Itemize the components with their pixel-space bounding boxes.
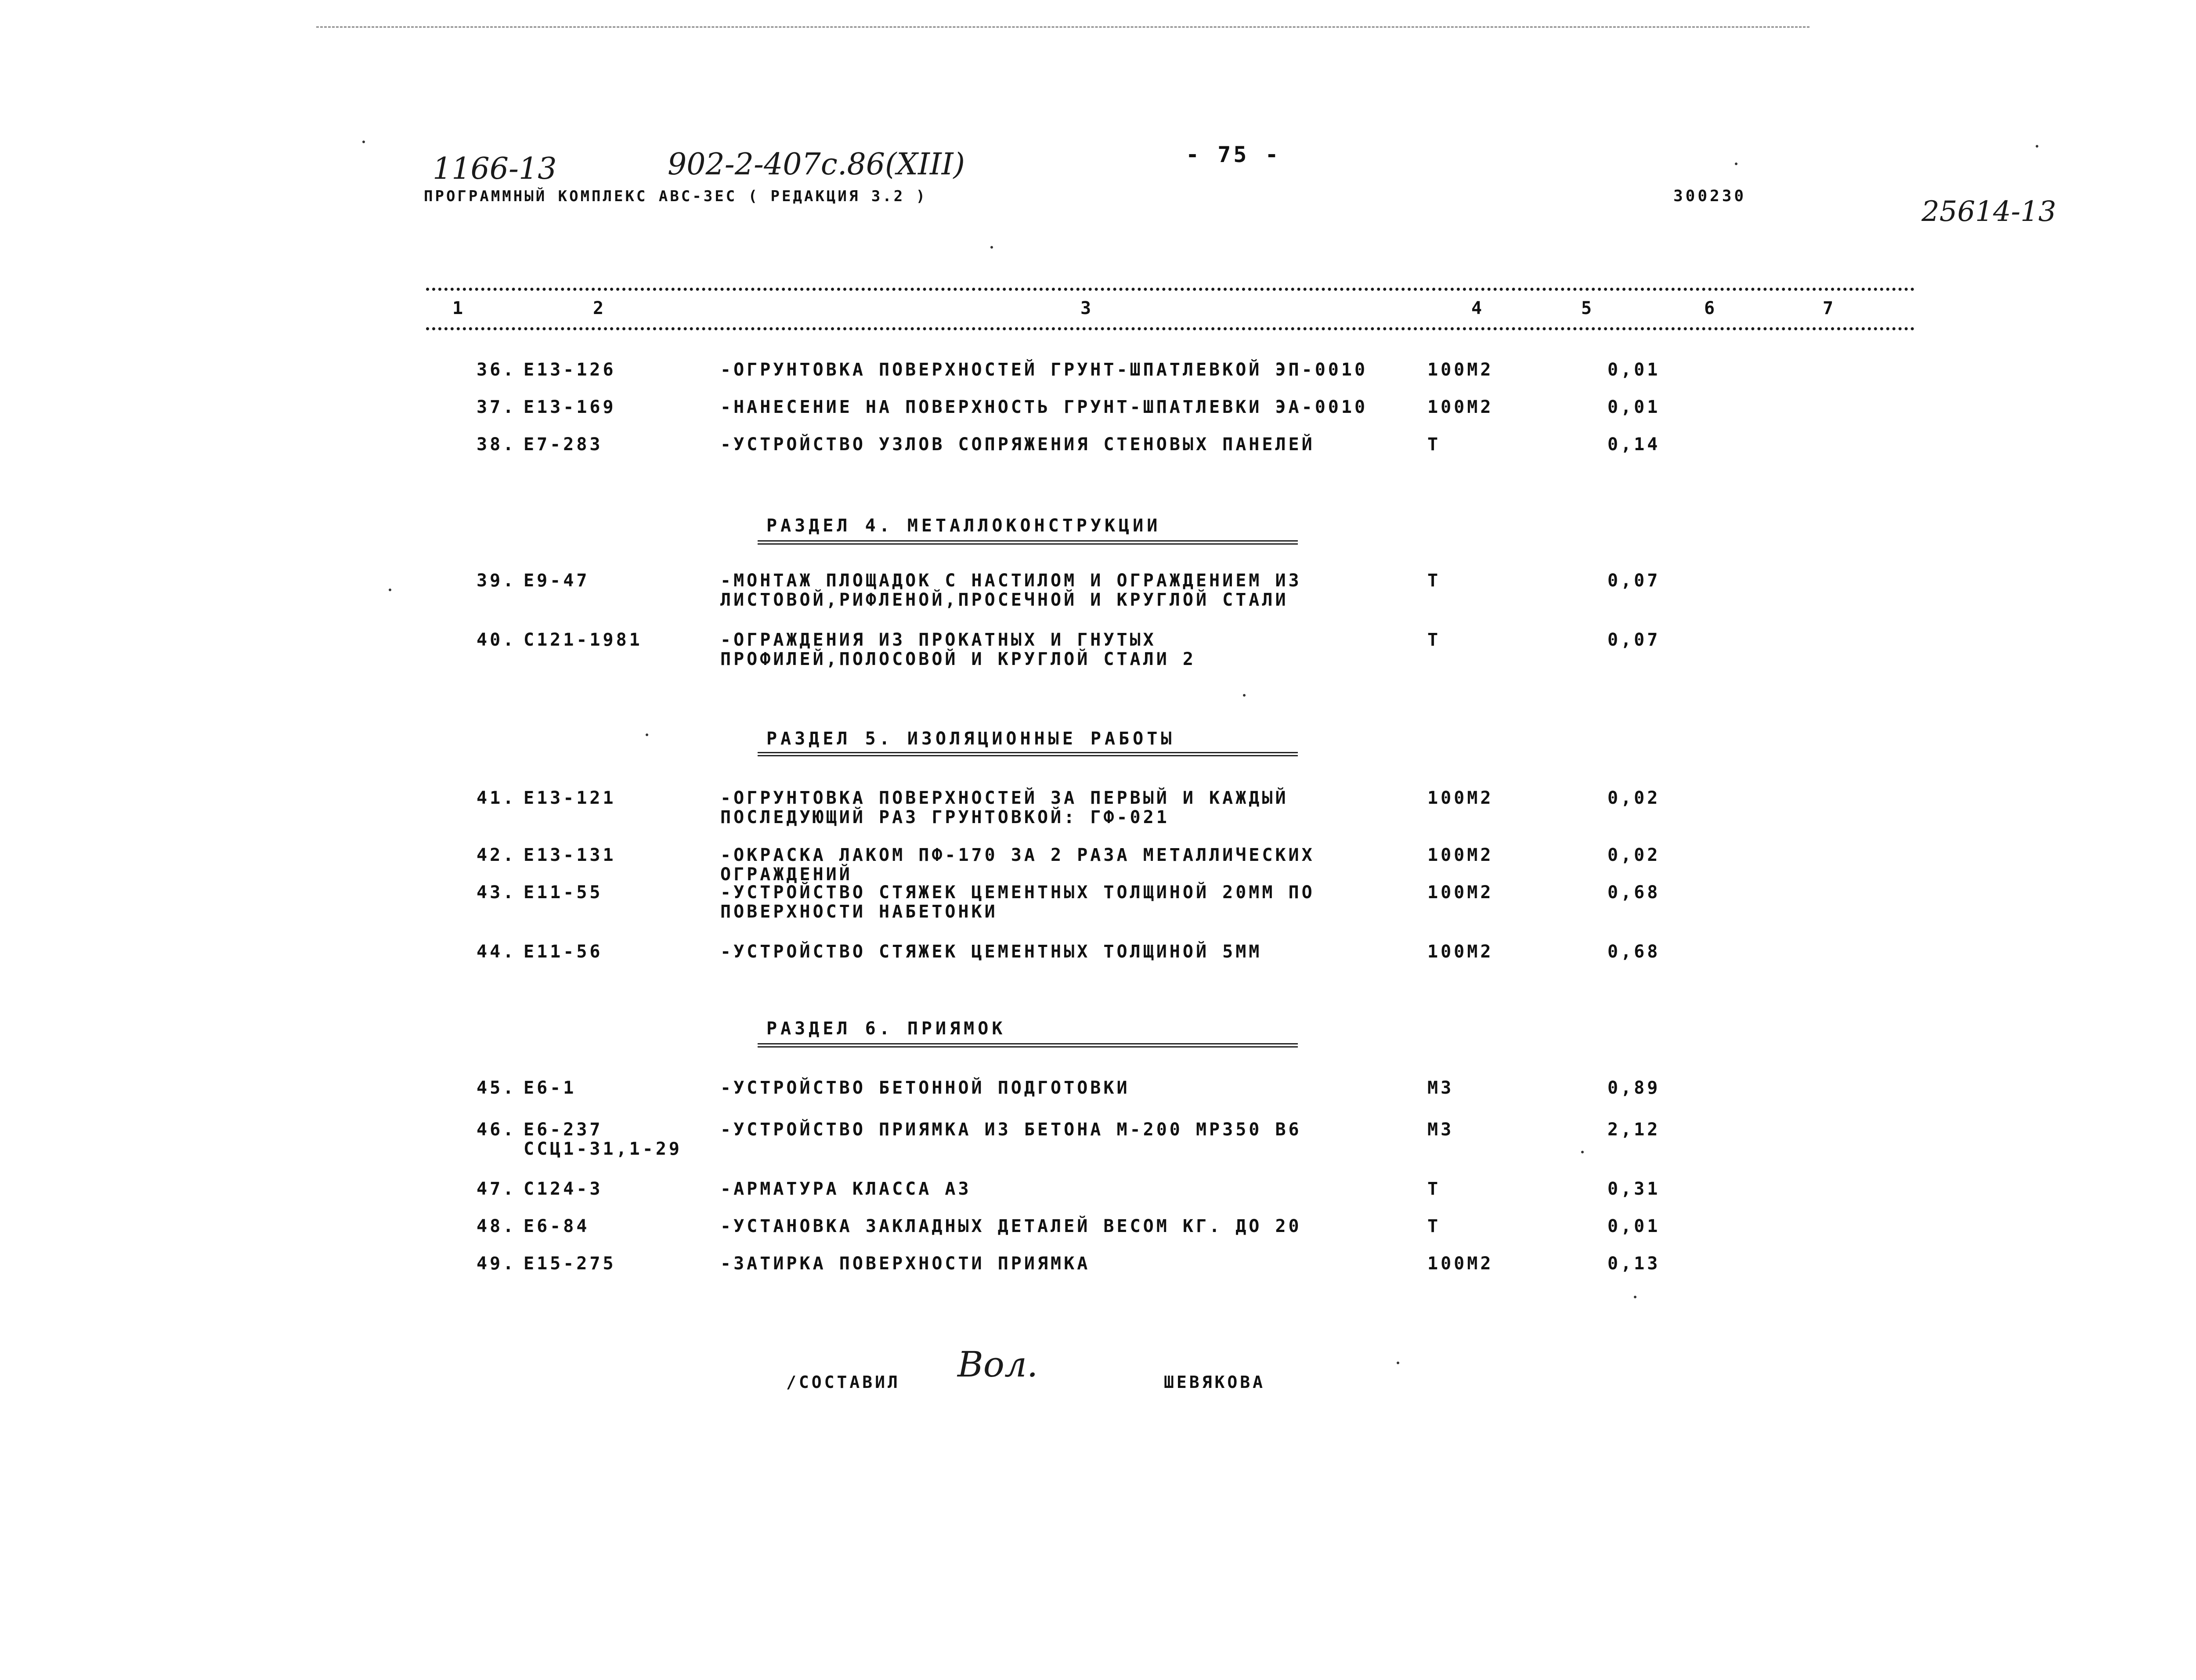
row-description: -УСТАНОВКА ЗАКЛАДНЫХ ДЕТАЛЕЙ ВЕСОМ КГ. ДО 20 [720,1216,1302,1236]
row-number: 42. [477,845,516,865]
scan-speck [389,589,391,591]
compiled-by-label: /СОСТАВИЛ [786,1373,900,1392]
row-quantity: 0,68 [1607,942,1661,962]
table-row [0,942,2196,986]
row-unit: 100М2 [1427,942,1494,962]
row-code: Е9-47 [524,571,590,591]
row-unit: 100М2 [1427,845,1494,865]
compiler-name: ШЕВЯКОВА [1164,1373,1266,1392]
row-code: Е15-275 [524,1254,616,1274]
row-unit: Т [1427,1216,1441,1236]
row-number: 38. [477,434,516,455]
row-unit: Т [1427,1179,1441,1199]
row-description: -ЗАТИРКА ПОВЕРХНОСТИ ПРИЯМКА [720,1254,1091,1274]
row-code: Е7-283 [524,434,603,455]
row-description: -НАНЕСЕНИЕ НА ПОВЕРХНОСТЬ ГРУНТ-ШПАТЛЕВКИ ЭА-0010 [720,397,1368,417]
row-number: 45. [477,1078,516,1098]
row-description: -УСТРОЙСТВО УЗЛОВ СОПРЯЖЕНИЯ СТЕНОВЫХ ПАНЕЛЕЙ [720,434,1315,455]
section-title-6: РАЗДЕЛ 6. ПРИЯМОК [766,1019,1006,1039]
row-code: Е13-126 [524,360,616,380]
row-unit: 100М2 [1427,360,1494,380]
scan-speck [1581,1151,1584,1153]
section-underline-4 [758,540,1298,545]
row-description: -МОНТАЖ ПЛОЩАДОК С НАСТИЛОМ И ОГРАЖДЕНИЕМ ИЗ ЛИСТОВОЙ,РИФЛЕНОЙ,ПРОСЕЧНОЙ И КРУГЛОЙ СТАЛИ [720,571,1302,610]
row-unit: 100М2 [1427,1254,1494,1274]
row-number: 39. [477,571,516,591]
row-unit: 100М2 [1427,882,1494,903]
header-rule-top [426,288,1915,291]
row-quantity: 0,14 [1607,434,1661,455]
row-code: Е11-55 [524,882,603,903]
row-number: 44. [477,942,516,962]
row-description: -ОКРАСКА ЛАКОМ ПФ-170 ЗА 2 РАЗА МЕТАЛЛИЧЕСКИХ ОГРАЖДЕНИЙ [720,845,1315,885]
program-header: ПРОГРАММНЫЙ КОМПЛЕКС АВС-3ЕС ( РЕДАКЦИЯ 3.2 ) [424,188,928,205]
table-row [0,571,2196,615]
scan-speck [990,246,993,249]
row-code: Е6-1 [524,1078,577,1098]
row-number: 49. [477,1254,516,1274]
scan-speck [1735,163,1737,165]
row-description: -УСТРОЙСТВО СТЯЖЕК ЦЕМЕНТНЫХ ТОЛЩИНОЙ 5ММ [720,942,1262,962]
column-header-1: 1 [452,298,466,318]
row-code: С124-3 [524,1179,603,1199]
row-quantity: 0,07 [1607,571,1661,591]
table-row [0,883,2196,927]
handwritten-doc-ref-left: 1166-13 [433,152,557,186]
column-header-2: 2 [593,298,607,318]
row-number: 41. [477,788,516,808]
row-description: -УСТРОЙСТВО ПРИЯМКА ИЗ БЕТОНА М-200 МРЗ50 В6 [720,1120,1302,1140]
row-quantity: 0,01 [1607,397,1661,417]
row-description: -УСТРОЙСТВО СТЯЖЕК ЦЕМЕНТНЫХ ТОЛЩИНОЙ 20ММ ПО ПОВЕРХНОСТИ НАБЕТОНКИ [720,882,1315,922]
row-number: 37. [477,397,516,417]
header-rule-bottom [426,327,1915,330]
row-quantity: 0,68 [1607,882,1661,903]
table-row [0,1078,2196,1122]
signature: Вол. [957,1344,1038,1385]
column-header-4: 4 [1471,298,1485,318]
row-description: -УСТРОЙСТВО БЕТОННОЙ ПОДГОТОВКИ [720,1078,1130,1098]
row-quantity: 2,12 [1607,1120,1661,1140]
row-number: 40. [477,630,516,650]
row-description: -АРМАТУРА КЛАССА А3 [720,1179,972,1199]
row-unit: Т [1427,630,1441,650]
column-header-3: 3 [1080,298,1094,318]
page-number: - 75 - [1186,142,1281,167]
column-header-6: 6 [1704,298,1718,318]
column-header-7: 7 [1823,298,1836,318]
row-number: 48. [477,1216,516,1236]
row-description: -ОГРУНТОВКА ПОВЕРХНОСТЕЙ ЗА ПЕРВЫЙ И КАЖДЫЙ ПОСЛЕДУЮЩИЙ РАЗ ГРУНТОВКОЙ: ГФ-021 [720,788,1289,827]
row-number: 36. [477,360,516,380]
column-header-5: 5 [1581,298,1595,318]
scan-speck [1634,1296,1636,1298]
row-number: 47. [477,1179,516,1199]
row-description: -ОГРАЖДЕНИЯ ИЗ ПРОКАТНЫХ И ГНУТЫХ ПРОФИЛЕЙ,ПОЛОСОВОЙ И КРУГЛОЙ СТАЛИ 2 [720,630,1196,669]
row-code: Е13-131 [524,845,616,865]
row-code-primary: Е6-237 [524,1120,603,1140]
row-quantity: 0,02 [1607,788,1661,808]
scan-speck [646,733,648,736]
table-row [0,1120,2196,1164]
scan-speck [1243,694,1246,697]
row-number: 43. [477,882,516,903]
scan-speck [1397,1362,1399,1364]
scan-speck [362,141,365,143]
table-row [0,1254,2196,1298]
row-unit: Т [1427,571,1441,591]
row-unit: Т [1427,434,1441,455]
section-title-4: РАЗДЕЛ 4. МЕТАЛЛОКОНСТРУКЦИИ [766,516,1161,536]
row-code: Е13-121 [524,788,616,808]
row-code: Е13-169 [524,397,616,417]
row-unit: 100М2 [1427,397,1494,417]
row-quantity: 0,01 [1607,1216,1661,1236]
handwritten-doc-ref-right: 25614-13 [1922,195,2056,228]
row-code: Е6-84 [524,1216,590,1236]
row-code [524,1120,682,1159]
scan-speck [2036,145,2038,148]
row-code: Е11-56 [524,942,603,962]
scan-artifact-line [316,26,1810,28]
row-unit: М3 [1427,1120,1454,1140]
table-row [0,435,2196,479]
section-underline-6 [758,1043,1298,1048]
table-row [0,788,2196,832]
handwritten-doc-ref-mid: 902-2-407с.86(XIII) [668,147,965,182]
table-row [0,630,2196,674]
row-description: -ОГРУНТОВКА ПОВЕРХНОСТЕЙ ГРУНТ-ШПАТЛЕВКОЙ ЭП-0010 [720,360,1368,380]
row-quantity: 0,89 [1607,1078,1661,1098]
row-unit: М3 [1427,1078,1454,1098]
section-underline-5 [758,752,1298,756]
row-quantity: 0,07 [1607,630,1661,650]
row-quantity: 0,13 [1607,1254,1661,1274]
column-header [0,299,2196,321]
row-quantity: 0,31 [1607,1179,1661,1199]
row-quantity: 0,02 [1607,845,1661,865]
row-code: С121-1981 [524,630,643,650]
row-number: 46. [477,1120,516,1140]
doc-code: 300230 [1673,187,1747,205]
row-unit: 100М2 [1427,788,1494,808]
section-title-5: РАЗДЕЛ 5. ИЗОЛЯЦИОННЫЕ РАБОТЫ [766,729,1175,749]
row-code-secondary: ССЦ1-31,1-29 [524,1139,682,1159]
row-quantity: 0,01 [1607,360,1661,380]
